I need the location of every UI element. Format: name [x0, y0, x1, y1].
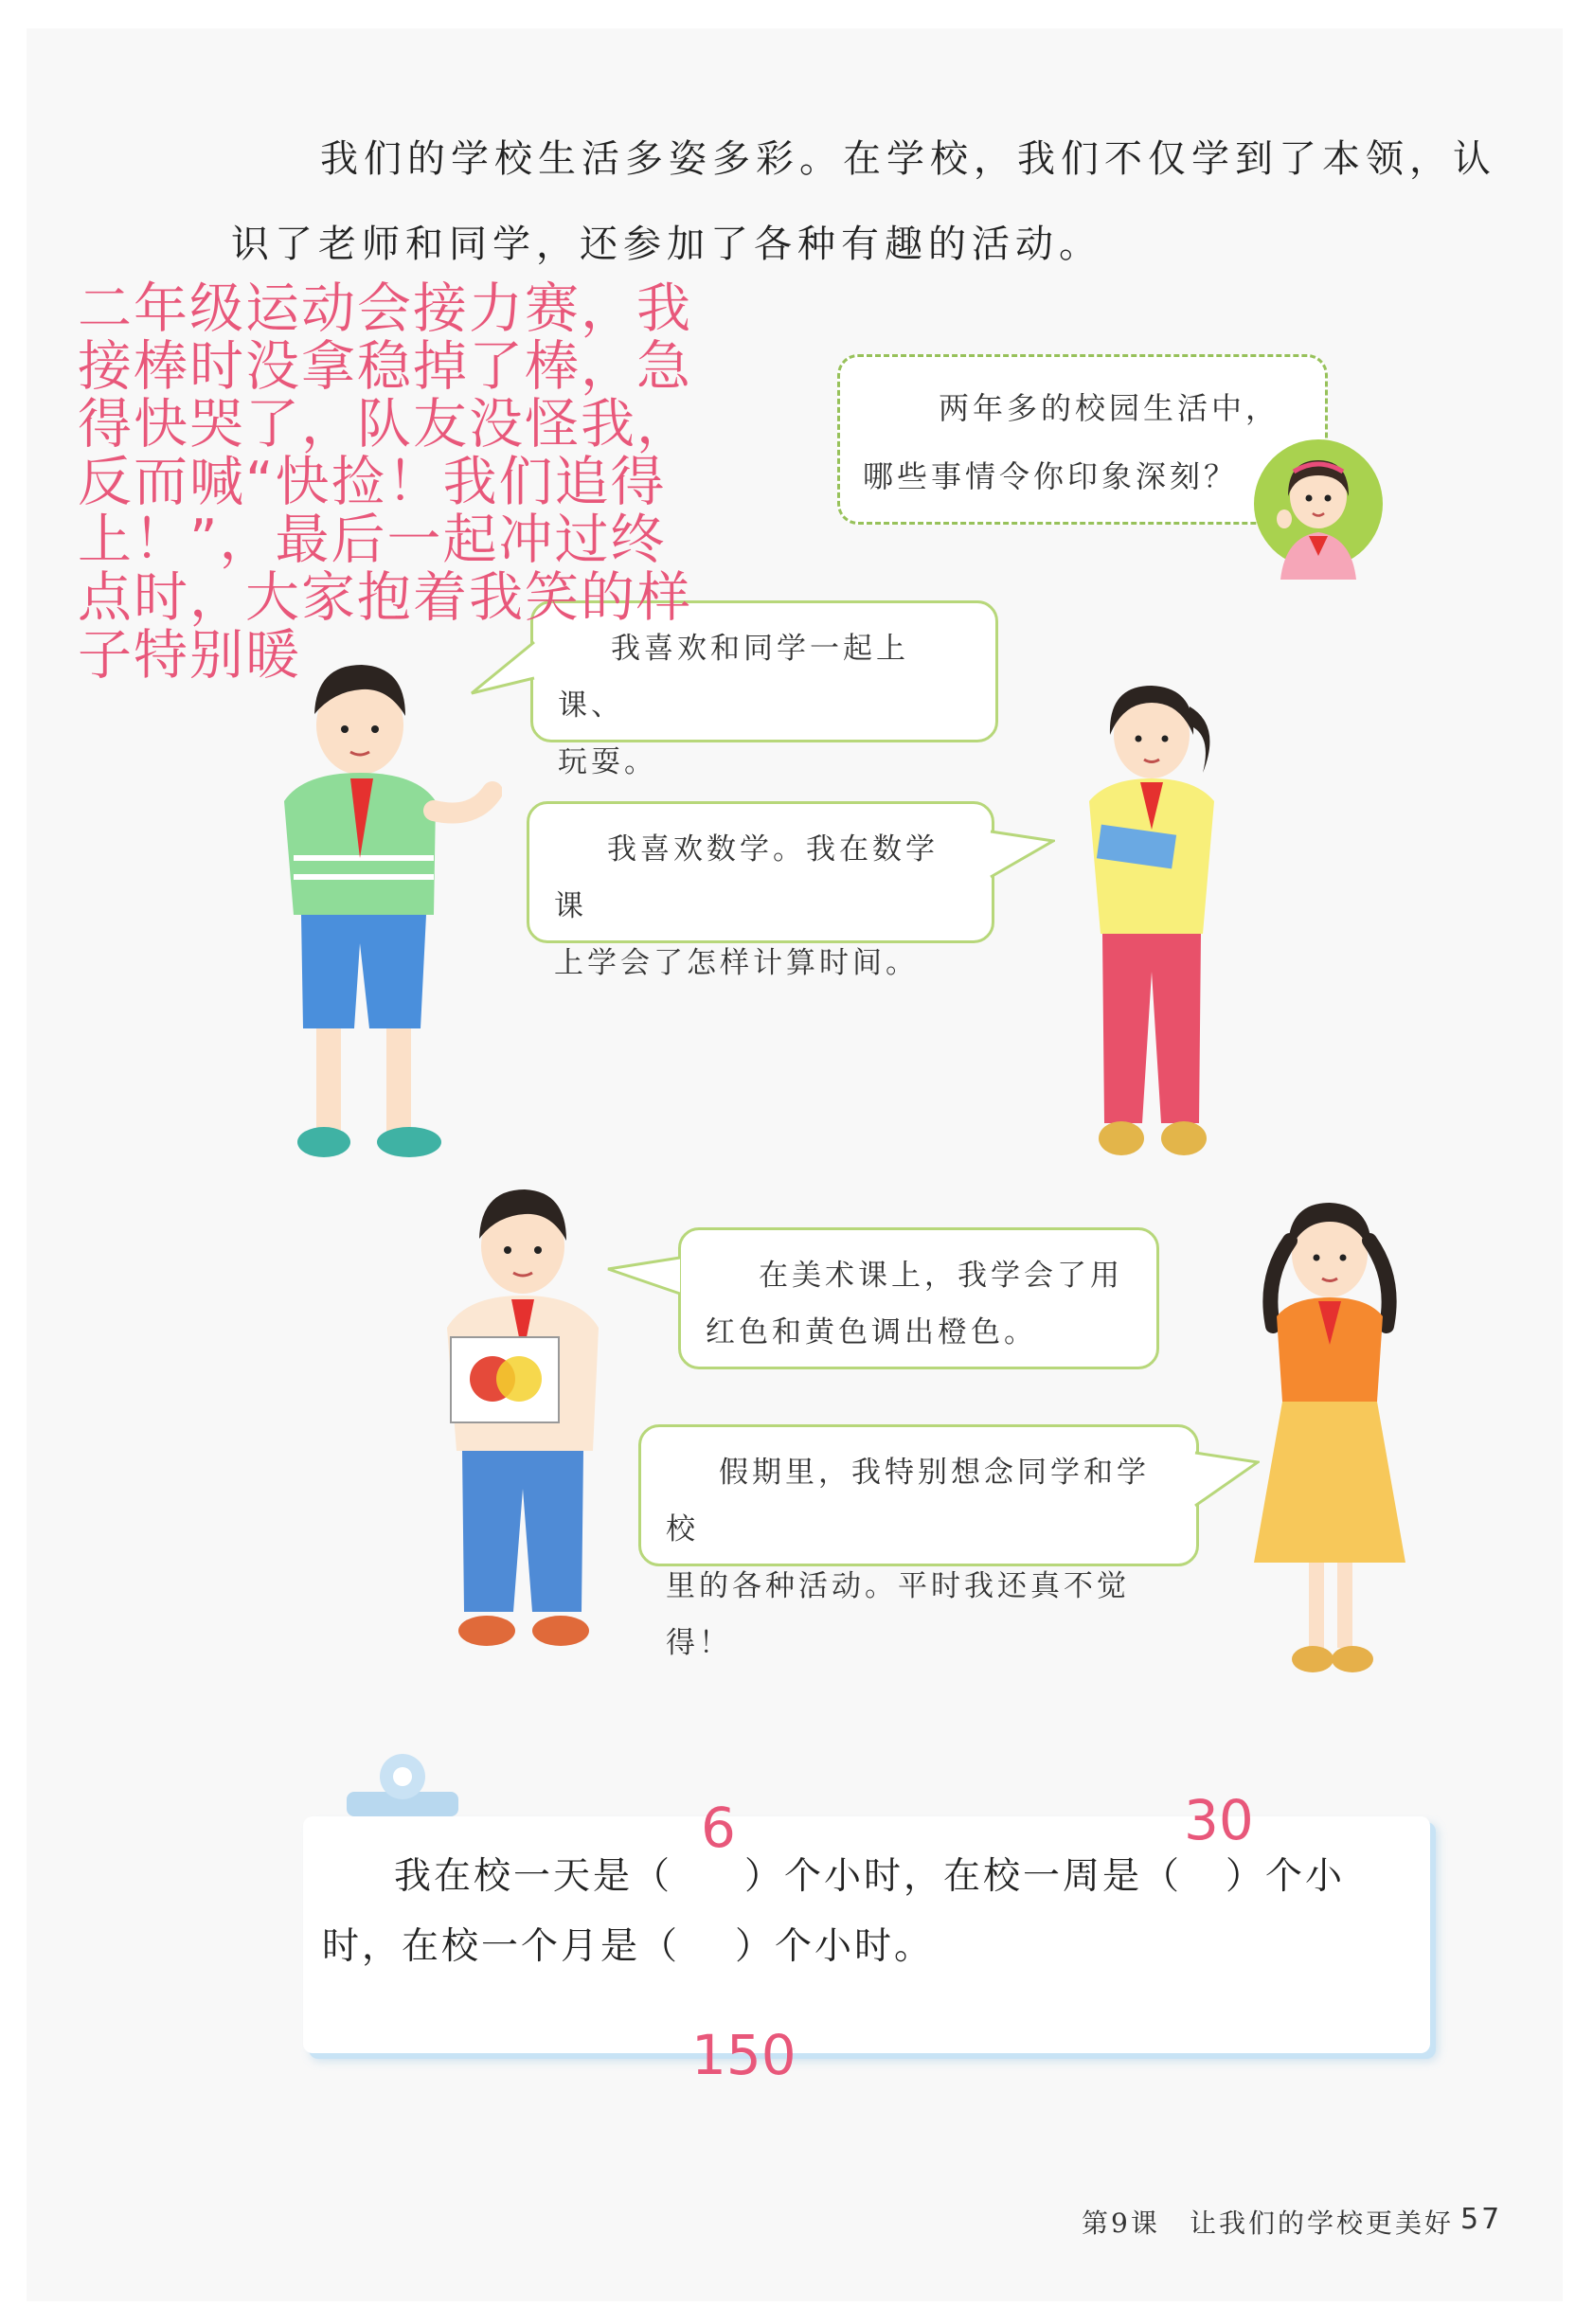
answer-day-hours: 6	[701, 1796, 736, 1860]
bubble-3-line-1: 在美术课上，我学会了用	[759, 1259, 1123, 1293]
bubble-2-line-1: 我喜欢数学。我在数学课	[554, 832, 939, 923]
speech-bubble-2	[527, 801, 994, 980]
exercise-text-3: ）个小	[1226, 1855, 1346, 1898]
bubble-2-tail	[989, 830, 1055, 896]
exercise-text-5: ）个小时。	[735, 1925, 935, 1968]
footer-title: 让我们的学校更美好	[1190, 2208, 1455, 2239]
boy-green-shirt-illustration	[275, 640, 502, 1161]
exercise-text-2: ）个小时，在校一周是（	[744, 1855, 1183, 1898]
intro-line-2: 识了老师和同学，还参加了各种有趣的活动。	[231, 223, 1102, 266]
bubble-4-line-1: 假期里，我特别想念同学和学校	[666, 1456, 1150, 1546]
exercise-text-1: 我在校一天是（	[394, 1855, 673, 1898]
exercise-text-4: 时，在校一个月是（	[322, 1925, 681, 1968]
boy-holding-painting-illustration	[428, 1167, 636, 1678]
footer-lesson: 第9课	[1082, 2208, 1160, 2239]
bubble-1-line-2: 玩耍。	[558, 745, 657, 779]
question-line-1: 两年多的校园生活中，	[939, 390, 1280, 426]
speech-bubble-3	[678, 1227, 1159, 1369]
answer-month-hours: 150	[691, 2023, 796, 2087]
question-line-2: 哪些事情令你印象深刻？	[863, 458, 1239, 494]
bubble-2-line-2: 上学会了怎样计算时间。	[554, 946, 919, 980]
bubble-4-line-2: 里的各种活动。平时我还真不觉得！	[666, 1569, 1130, 1660]
intro-line-1: 我们的学校生活多姿多彩。在学校，我们不仅学到了本领，认	[320, 137, 1496, 181]
bubble-3-line-2: 红色和黄色调出橙色。	[706, 1315, 1037, 1350]
speech-bubble-4	[638, 1424, 1199, 1660]
page-number: 57	[1460, 2203, 1503, 2236]
clip-icon	[341, 1748, 464, 1824]
girl-braids-illustration	[1235, 1174, 1424, 1705]
handwritten-note: 二年级运动会接力赛，我接棒时没拿稳掉了棒，急得快哭了，队友没怪我，反而喊“快捡！我们追得上！”，最后一起冲过终点时，大家抱着我笑的样子特别暖	[78, 277, 692, 687]
bubble-1-line-1: 我喜欢和同学一起上课、	[558, 632, 909, 723]
answer-week-hours: 30	[1184, 1788, 1254, 1852]
girl-avatar-icon	[1252, 438, 1385, 580]
girl-yellow-top-illustration	[1061, 659, 1250, 1180]
